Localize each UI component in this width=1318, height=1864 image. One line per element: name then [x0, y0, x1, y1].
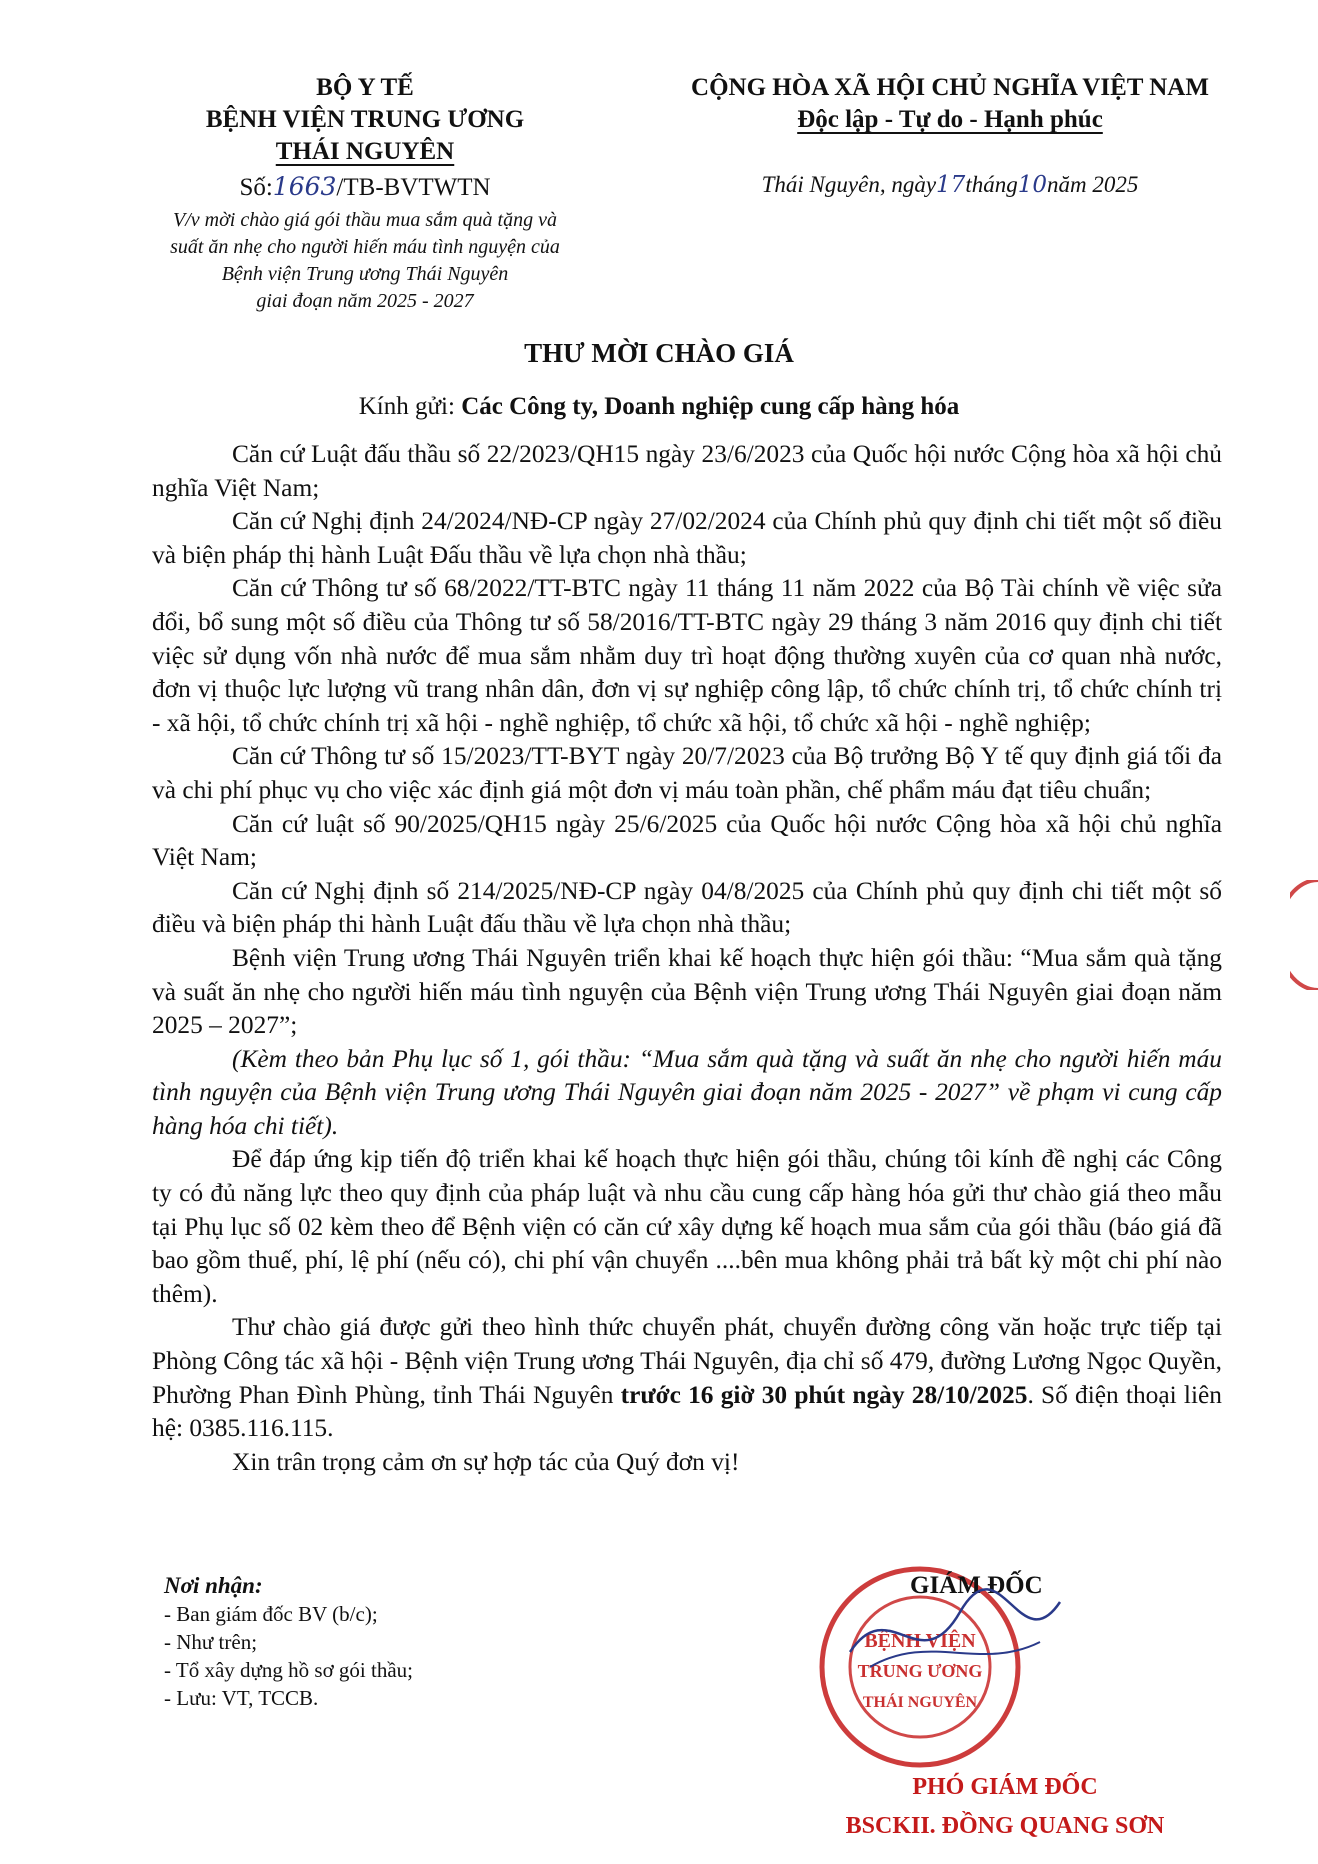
signer-deputy-title: PHÓ GIÁM ĐỐC: [912, 1774, 1098, 1800]
hospital-name-line2: THÁI NGUYÊN: [275, 138, 455, 165]
signer-name: BSCKII. ĐỒNG QUANG SƠN: [845, 1813, 1165, 1839]
submission-text: Thư chào giá được gửi theo hình thức chuyển phát, chuyển đường công văn hoặc trực tiếp tại Phòng Công tác xã hội - Bệnh viện Trung ương Thái Nguyên, địa chỉ số 479, đường Lương Ngọc Quyền, Phường Phan Đình Phùng, tỉnh Thái Nguyên: [152, 1313, 1222, 1409]
plan-paragraph: Bệnh viện Trung ương Thái Nguyên triển khai kế hoạch thực hiện gói thầu: “Mua sắm quà tặng và suất ăn nhẹ cho người hiến máu tình nguyện của Bệnh viện Trung ương Thái Nguyên giai đoạn năm 2025 – 2027”;: [152, 943, 1222, 1040]
greeting-recipient: Các Công ty, Doanh nghiệp cung cấp hàng hóa: [461, 393, 960, 420]
national-motto: Độc lập - Tự do - Hạnh phúc: [797, 106, 1103, 133]
legal-basis-paragraph: Căn cứ Thông tư số 68/2022/TT-BTC ngày 11 tháng 11 năm 2022 của Bộ Tài chính về việc sửa đổi, bổ sung một số điều của Thông tư số 58/2016/TT-BTC ngày 29 tháng 3 năm 2016 quy định chi tiết việc sử dụng vốn nhà nước để mua sắm nhằm duy trì hoạt động thường xuyên của cơ quan nhà nước, đơn vị thuộc lực lượng vũ trang nhân dân, đơn vị sự nghiệp công lập, tổ chức chính trị, tổ chức chính trị - xã hội, tổ chức chính trị xã hội - nghề nghiệp, tổ chức xã hội, tổ chức xã hội - nghề nghiệp;: [152, 574, 1222, 737]
greeting: [0, 393, 1318, 421]
signature-block: [790, 1572, 1220, 1862]
recipient-item: - Tổ xây dựng hồ sơ gói thầu;: [164, 1658, 413, 1682]
issuer-block: [150, 72, 580, 315]
svg-text:TRUNG ƯƠNG: TRUNG ƯƠNG: [857, 1661, 983, 1681]
submission-deadline: trước 16 giờ 30 phút ngày 28/10/2025: [620, 1380, 1028, 1409]
date-day: 17: [936, 172, 966, 198]
legal-basis-paragraph: Căn cứ Luật đấu thầu số 22/2023/QH15 ngày 23/6/2023 của Quốc hội nước Cộng hòa xã hội chủ nghĩa Việt Nam;: [152, 440, 1222, 502]
hospital-name-line1: BỆNH VIỆN TRUNG ƯƠNG: [205, 106, 525, 133]
subject-line: Bệnh viện Trung ương Thái Nguyên: [221, 263, 509, 285]
recipient-item: - Lưu: VT, TCCB.: [164, 1686, 319, 1710]
legal-basis-paragraph: Căn cứ Nghị định số 214/2025/NĐ-CP ngày 04/8/2025 của Chính phủ quy định chi tiết một số điều và biện pháp thi hành Luật đấu thầu về lựa chọn nhà thầu;: [152, 876, 1222, 939]
legal-basis-paragraph: Căn cứ luật số 90/2025/QH15 ngày 25/6/2025 của Quốc hội nước Cộng hòa xã hội chủ nghĩa Việt Nam;: [152, 809, 1222, 872]
recipients-block: [164, 1572, 584, 1712]
greeting-prefix: Kính gửi:: [358, 393, 455, 420]
signer-position: GIÁM ĐỐC: [910, 1572, 1043, 1599]
handwritten-signature: [830, 1572, 1080, 1692]
request-paragraph: Để đáp ứng kịp tiến độ triển khai kế hoạch thực hiện gói thầu, chúng tôi kính đề nghị các Công ty có đủ năng lực theo quy định của pháp luật và nhu cầu cung cấp hàng hóa gửi thư chào giá theo mẫu tại Phụ lục số 02 kèm theo để Bệnh viện có căn cứ xây dựng kế hoạch mua sắm của gói thầu (báo giá đã bao gồm thuế, phí, lệ phí (nếu có), chi phí vận chuyển ....bên mua không phải trả bất kỳ một chi phí nào thêm).: [152, 1145, 1222, 1308]
country-name: CỘNG HÒA XÃ HỘI CHỦ NGHĨA VIỆT NAM: [691, 74, 1209, 101]
closing-line: Xin trân trọng cảm ơn sự hợp tác của Quý đơn vị!: [232, 1447, 740, 1476]
letter-body: [152, 438, 1222, 1479]
submission-contact: . Số điện thoại liên hệ: 0385.116.115.: [152, 1380, 1222, 1443]
annex-note-paragraph: (Kèm theo bản Phụ lục số 1, gói thầu: “Mua sắm quà tặng và suất ăn nhẹ cho người hiến máu tình nguyện của Bệnh viện Trung ương Thái Nguyên giai đoạn năm 2025 - 2027” về phạm vi cung cấp hàng hóa chi tiết).: [152, 1044, 1222, 1140]
subject-line: giai đoạn năm 2025 - 2027: [256, 290, 474, 312]
legal-basis-paragraph: Căn cứ Thông tư số 15/2023/TT-BYT ngày 20/7/2023 của Bộ trưởng Bộ Y tế quy định giá tối đa và chi phí phục vụ cho việc xác định giá một đơn vị máu toàn phần, chế phẩm máu đạt tiêu chuẩn;: [152, 742, 1222, 804]
recipients-heading: Nơi nhận:: [164, 1573, 263, 1598]
date-place: Thái Nguyên, ngày: [761, 172, 937, 197]
national-header: [640, 72, 1260, 200]
document-number-suffix: /TB-BVTWTN: [336, 174, 491, 201]
issue-date: [640, 170, 1260, 200]
svg-text:BỆNH VIỆN: BỆNH VIỆN: [864, 1630, 976, 1652]
document-title: THƯ MỜI CHÀO GIÁ: [524, 338, 794, 368]
ministry-name: BỘ Y TẾ: [316, 74, 414, 101]
submission-paragraph: [152, 1311, 1222, 1445]
page-edge-seal-mark: [1290, 880, 1318, 990]
document-number: [150, 170, 580, 205]
document-number-prefix: Số:: [239, 174, 273, 201]
subject-summary: [150, 207, 580, 315]
recipient-item: - Như trên;: [164, 1630, 258, 1654]
subject-line: suất ăn nhẹ cho người hiến máu tình nguyện của: [170, 236, 560, 258]
recipient-item: - Ban giám đốc BV (b/c);: [164, 1602, 378, 1626]
svg-text:THÁI NGUYÊN: THÁI NGUYÊN: [862, 1694, 978, 1711]
document-number-handwritten: 1663: [272, 172, 337, 201]
date-month-label: tháng: [965, 172, 1018, 197]
date-year: năm 2025: [1046, 172, 1139, 197]
date-month: 10: [1017, 172, 1047, 198]
subject-line: V/v mời chào giá gói thầu mua sắm quà tặng và: [173, 209, 557, 231]
legal-basis-paragraph: Căn cứ Nghị định 24/2024/NĐ-CP ngày 27/02/2024 của Chính phủ quy định chi tiết một số điều và biện pháp thị hành Luật Đấu thầu về lựa chọn nhà thầu;: [152, 507, 1222, 569]
